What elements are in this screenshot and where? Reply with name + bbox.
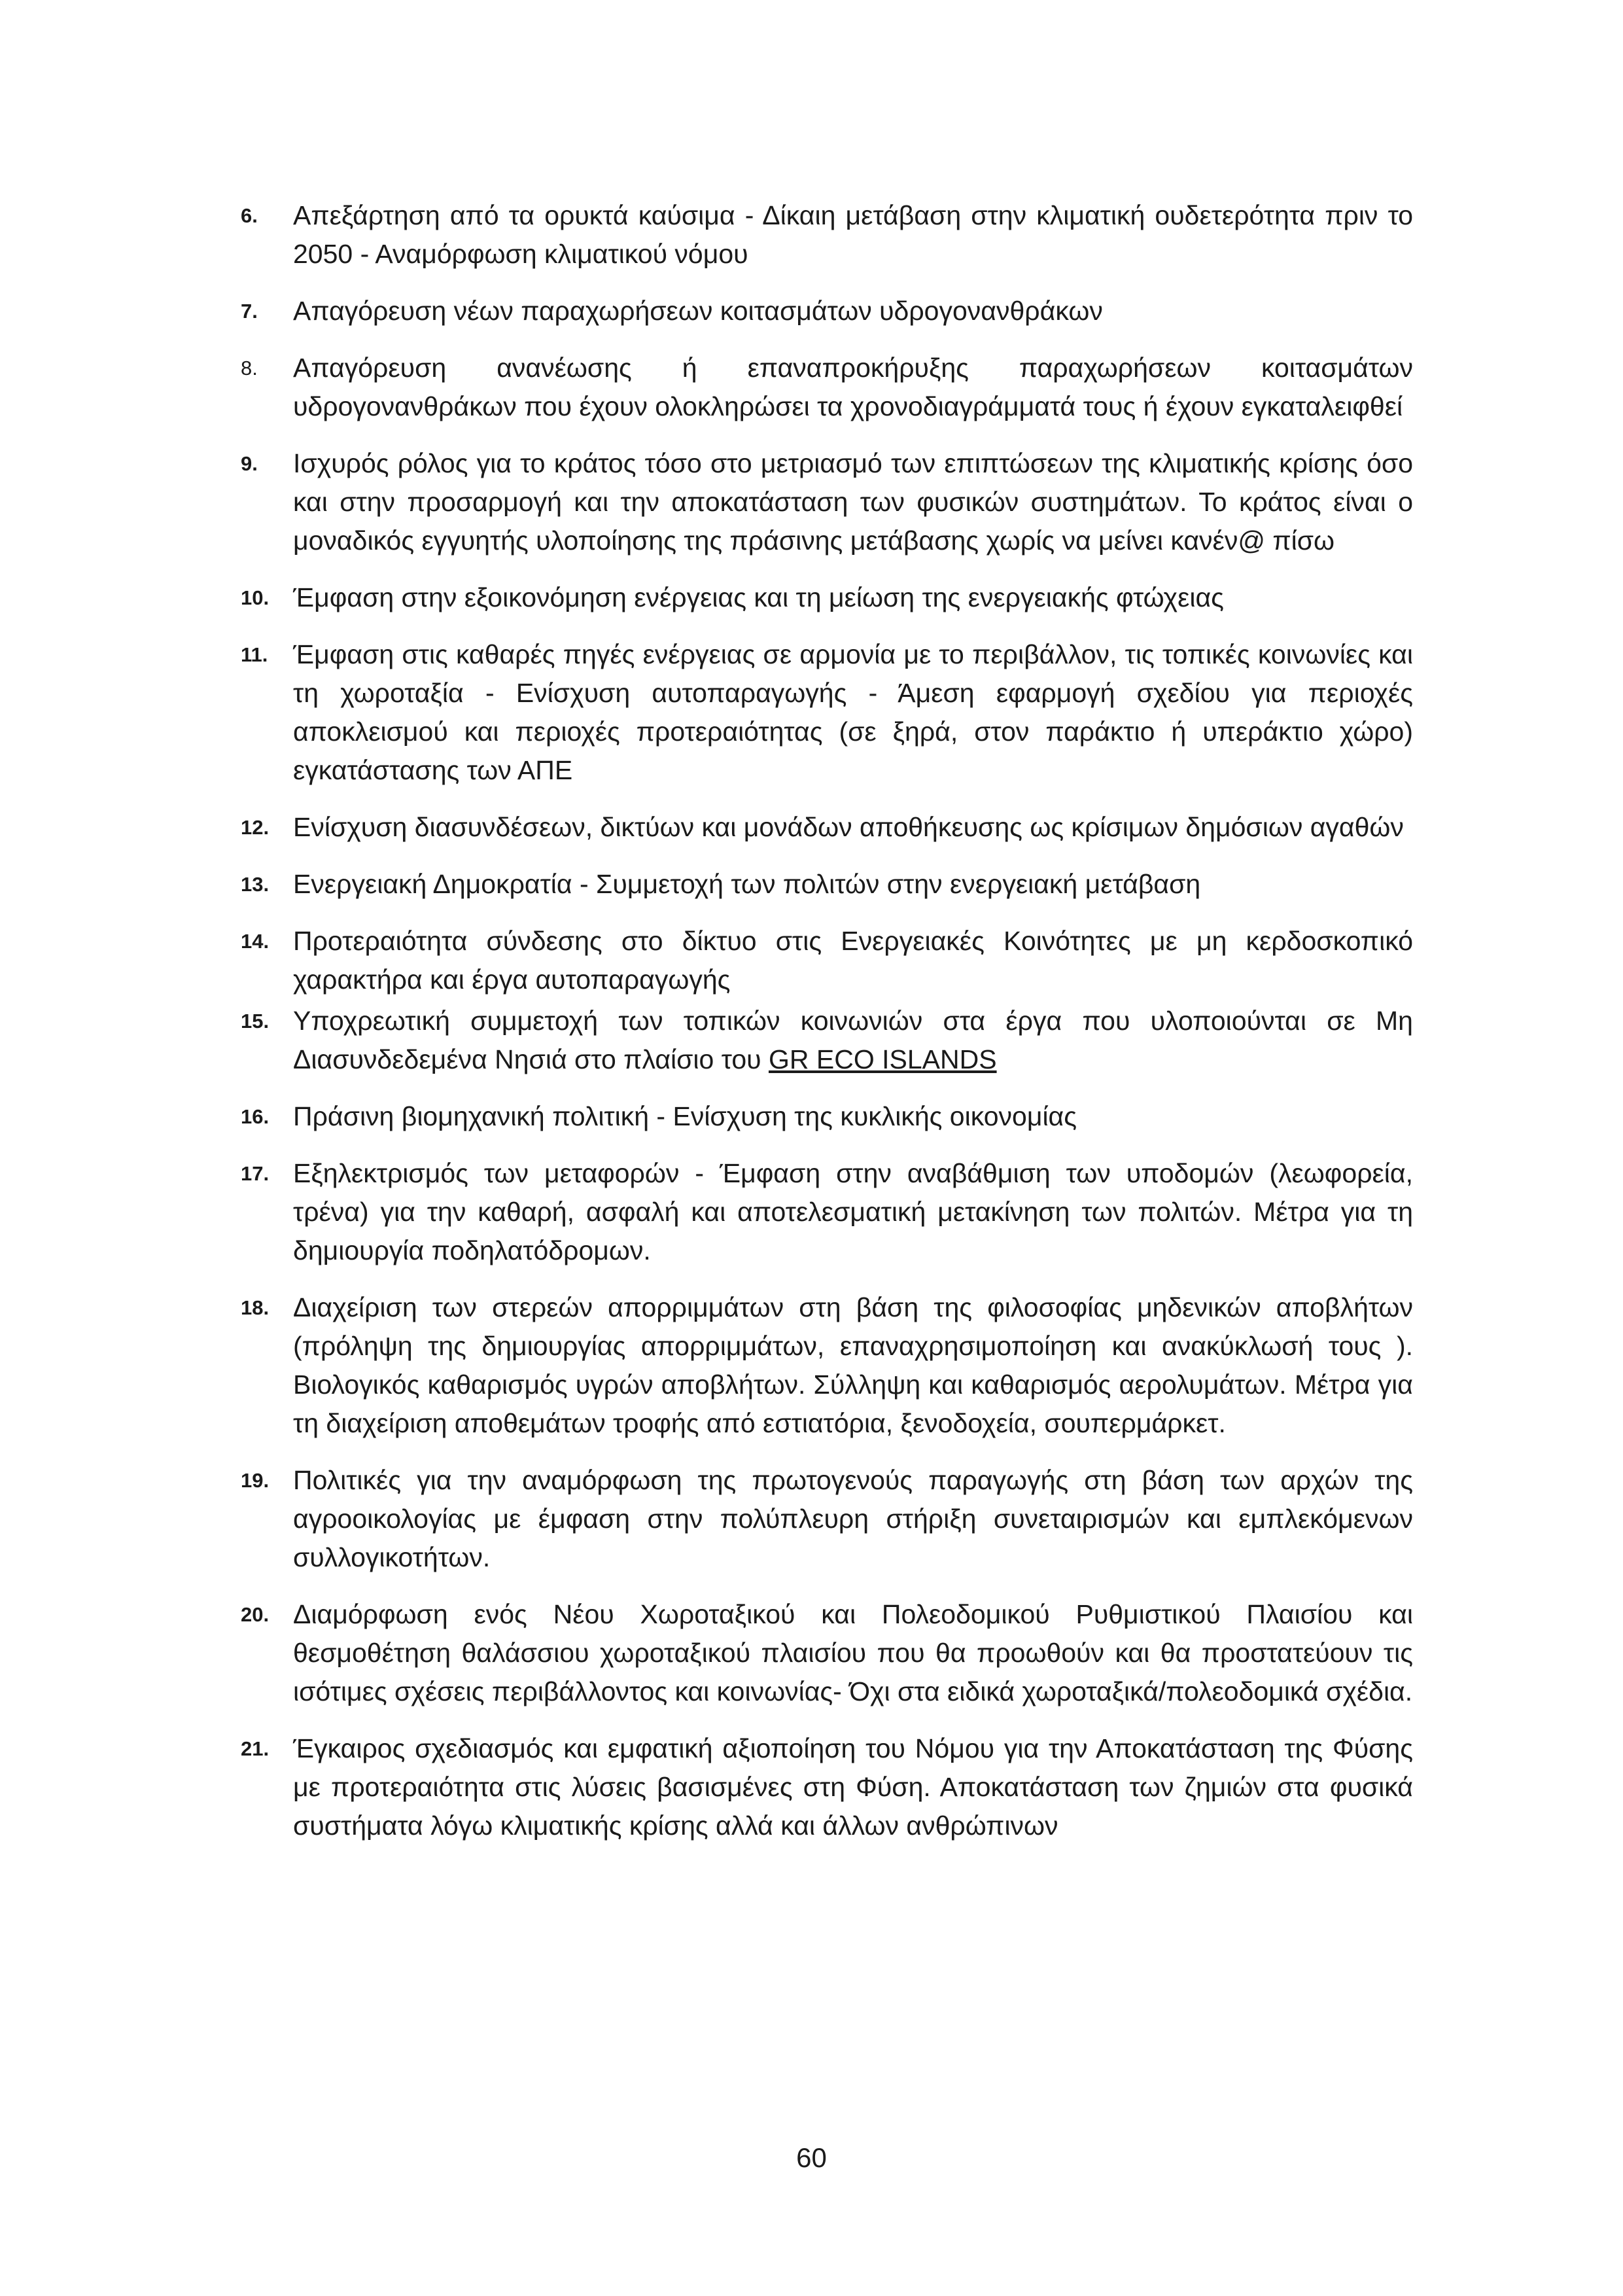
list-item bbox=[241, 1461, 1413, 1577]
list-item-text: Πολιτικές για την αναμόρφωση της πρωτογενούς παραγωγής στη βάση των αρχών της αγροοικολογίας με έμφαση στην πολύπλευρη στήριξη συνεταιρισμών και εμπλεκόμενων συλλογικοτήτων. bbox=[293, 1465, 1413, 1572]
list-item bbox=[241, 1002, 1413, 1079]
list-item bbox=[241, 1097, 1413, 1136]
list-item bbox=[241, 922, 1413, 999]
list-item bbox=[241, 1154, 1413, 1270]
list-item bbox=[241, 349, 1413, 426]
list-item-text: Διαμόρφωση ενός Νέου Χωροταξικού και Πολεοδομικού Ρυθμιστικού Πλαισίου και θεσμοθέτηση θαλάσσιου χωροταξικού πλαισίου που θα προωθούν και θα προστατεύουν τις ισότιμες σχέσεις περιβάλλοντος και κοινωνίας- Όχι στα ειδικά χωροταξικά/πολεοδομικά σχέδια. bbox=[293, 1599, 1413, 1706]
list-item-text: Πράσινη βιομηχανική πολιτική - Ενίσχυση της κυκλικής οικονομίας bbox=[293, 1101, 1077, 1131]
list-item-text: Εξηλεκτρισμός των μεταφορών - Έμφαση στην αναβάθμιση των υποδομών (λεωφορεία, τρένα) για την καθαρή, ασφαλή και αποτελεσματική μετακίνηση των πολιτών. Μέτρα για τη δημιουργία ποδηλατόδρομων. bbox=[293, 1158, 1413, 1265]
list-item bbox=[241, 1729, 1413, 1845]
list-item-number: 9. bbox=[241, 452, 258, 475]
list-item bbox=[241, 865, 1413, 904]
gr-eco-islands-link[interactable]: GR ECO ISLANDS bbox=[768, 1044, 997, 1074]
list-item bbox=[241, 578, 1413, 617]
list-item bbox=[241, 444, 1413, 560]
list-item bbox=[241, 1595, 1413, 1711]
list-item-text: Διαχείριση των στερεών απορριμμάτων στη βάση της φιλοσοφίας μηδενικών αποβλήτων (πρόληψη της δημιουργίας απορριμμάτων, επαναχρησιμοποίηση και ανακύκλωσή τους ). Βιολογικός καθαρισμός υγρών αποβλήτων. Σύλληψη και καθαρισμός αερολυμάτων. Μέτρα για τη διαχείριση αποθεμάτων τροφής από εστιατόρια, ξενοδοχεία, σουπερμάρκετ. bbox=[293, 1292, 1413, 1438]
list-item-text: Ενίσχυση διασυνδέσεων, δικτύων και μονάδων αποθήκευσης ως κρίσιμων δημόσιων αγαθών bbox=[293, 812, 1404, 842]
list-item bbox=[241, 635, 1413, 790]
list-item-number: 20. bbox=[241, 1603, 270, 1626]
list-item-number: 6. bbox=[241, 204, 258, 227]
list-item-text: Απαγόρευση νέων παραχωρήσεων κοιτασμάτων υδρογονανθράκων bbox=[293, 296, 1103, 326]
policy-list bbox=[241, 196, 1413, 1863]
list-item-text: Προτεραιότητα σύνδεσης στο δίκτυο στις Ενεργειακές Κοινότητες με μη κερδοσκοπικό χαρακτήρα και έργα αυτοπαραγωγής bbox=[293, 926, 1413, 995]
page-number: 60 bbox=[796, 2142, 827, 2173]
list-item-number: 16. bbox=[241, 1105, 270, 1128]
list-item-number: 17. bbox=[241, 1162, 270, 1185]
list-item-number: 15. bbox=[241, 1010, 270, 1033]
list-item-number: 14. bbox=[241, 930, 270, 953]
list-item-number: 12. bbox=[241, 816, 270, 839]
list-item bbox=[241, 196, 1413, 274]
list-item bbox=[241, 292, 1413, 330]
list-item-number: 21. bbox=[241, 1737, 270, 1760]
list-item-text: Έμφαση στην εξοικονόμηση ενέργειας και τη μείωση της ενεργειακής φτώχειας bbox=[293, 582, 1224, 612]
list-item-text: Υποχρεωτική συμμετοχή των τοπικών κοινωνιών στα έργα που υλοποιούνται σε Μη Διασυνδεδεμένα Νησιά στο πλαίσιο του bbox=[293, 1006, 1413, 1074]
list-item-text: Απεξάρτηση από τα ορυκτά καύσιμα - Δίκαιη μετάβαση στην κλιματική ουδετερότητα πριν το 2050 - Αναμόρφωση κλιματικού νόμου bbox=[293, 200, 1413, 269]
list-item-text: Ισχυρός ρόλος για το κράτος τόσο στο μετριασμό των επιπτώσεων της κλιματικής κρίσης όσο και στην προσαρμογή και την αποκατάσταση των φυσικών συστημάτων. Το κράτος είναι ο μοναδικός εγγυητής υλοποίησης της πράσινης μετάβασης χωρίς να μείνει κανέν@ πίσω bbox=[293, 448, 1413, 556]
list-item-text: Απαγόρευση ανανέωσης ή επαναπροκήρυξης παραχωρήσεων κοιτασμάτων υδρογονανθράκων που έχουν ολοκληρώσει τα χρονοδιαγράμματά τους ή έχουν εγκαταλειφθεί bbox=[293, 353, 1413, 421]
list-item-number: 11. bbox=[241, 643, 268, 666]
list-item-text: Έγκαιρος σχεδιασμός και εμφατική αξιοποίηση του Νόμου για την Αποκατάσταση της Φύσης με προτεραιότητα στις λύσεις βασισμένες στη Φύση. Αποκατάσταση των ζημιών στα φυσικά συστήματα λόγω κλιματικής κρίσης αλλά και άλλων ανθρώπινων bbox=[293, 1733, 1413, 1841]
list-item-number: 18. bbox=[241, 1296, 270, 1319]
list-item-text: Έμφαση στις καθαρές πηγές ενέργειας σε αρμονία με το περιβάλλον, τις τοπικές κοινωνίες και τη χωροταξία - Ενίσχυση αυτοπαραγωγής - Άμεση εφαρμογή σχεδίου για περιοχές αποκλεισμού και περιοχές προτεραιότητας (σε ξηρά, στον παράκτιο ή υπεράκτιο χώρο) εγκατάστασης των ΑΠΕ bbox=[293, 639, 1413, 785]
list-item bbox=[241, 1288, 1413, 1443]
list-item-number: 13. bbox=[241, 873, 270, 896]
list-item-number: 10. bbox=[241, 586, 270, 609]
list-item-number: 7. bbox=[241, 300, 258, 323]
list-item-number: 8. bbox=[241, 357, 258, 380]
list-item bbox=[241, 808, 1413, 847]
list-item-number: 19. bbox=[241, 1469, 270, 1492]
list-item-text: Ενεργειακή Δημοκρατία - Συμμετοχή των πολιτών στην ενεργειακή μετάβαση bbox=[293, 869, 1201, 899]
